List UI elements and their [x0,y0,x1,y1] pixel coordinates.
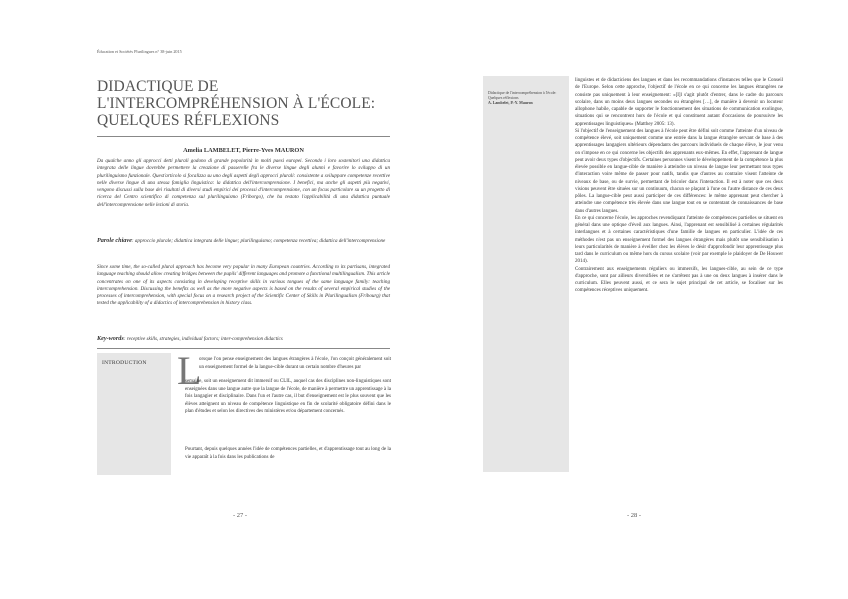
intro-opening: orsque l'on pense enseignement des langues étrangères à l'école, l'on conçoit généralement soit un enseignement formel de la langue-cible durant un certain nombre d'heures par [199,357,391,370]
keywords-italian [97,237,390,245]
abstract-english: Since some time, the so-called plural approach has become very popular in many European countries. According to its partisans, integrated language teaching should allow creating bridges between the pupils' different languages and promote a functional multilingualism. This article concentrates on one of its aspects consisting in developing receptive skills in various tongues of the same language family: teaching intercomprehension. Discussing the benefits as well as the more negative aspects is based on the results of several empirical studies of the processes of intercomprehension, with special focus on a research project of the Scientific Center of Skills in Plurilingualism (Fribourg) that tested the applicability of a didactics of intercomprehension in history class. [97,264,390,307]
side-title: Didactique de l'intercompréhension à l'école: Quelques réflexions [488,91,557,100]
intro-paragraph-2: Pourtant, depuis quelques années l'idée de compétences partielles, et d'apprentissage tout au long de la vie apparaît à la fois dans les publications de [185,447,391,460]
abstract-italian: Da qualche anno gli approcci detti plurali godono di grande popolarità in molti paesi europei. Secondo i loro sostenitori una didattica integrata delle lingue dovrebbe permettere la creazione di passerelle fra le diverse lingue degli alunni e favorire lo sviluppo di un plurilinguismo funzionale. Quest'articolo si focalizza su uno degli aspetti degli approcci plurali: consistente a sviluppare competenze recettive nelle diverse lingue di una stessa famiglia linguistica: la didattica dell'intercomprensione. I benefici, ma anche gli aspetti più negativi, vengono discussi sulla base dei risultati di diversi studi empirici dei processi d'intercomprensione, con un focus particolare su un progetto di ricerca del Centro scientifico di competenza sul plurilinguismo (Friborgo), che ha testato l'applicabilità di una didattica puntuale dell'intercomprensione nelle lezioni di storia. [97,158,390,208]
section-heading: INTRODUCTION [102,360,147,366]
side-authors: A. Lambelet, P.-Y. Mauron [488,101,533,105]
authors: Amelia LAMBELET, Pierre-Yves MAURON [183,147,304,154]
keywords-it-text: : approccio plurale; didattica integrata delle lingue; plurilinguismo; competenza recettiva; didattica dell'intercomprensione [131,238,386,244]
body-paragraph-2: Si l'objectif de l'enseignement des langues à l'école peut être défini soit comme l'atteinte d'un niveau de compétence élevé, soit uniquement comme une entrée dans la langue étrangère servant de base à des apprentissages langagiers ultérieurs dépendants des parcours individuels de chaque élève, le jour venu on s'impose en ce qui concerne les objectifs des apprenants eux-mêmes. En effet, l'apprenant de langue peut avoir deux types d'objectifs. Certaines personnes visent le développement de la compétence la plus élevée possible en langue-cible de manière à atteindre un niveau de langue leur permettant tous types d'interaction voire même de passer pour natifs, tandis que d'autres au contraire visent l'atteinte de niveaux de base, ou de survie, permettant de bricoler dans l'interaction. Il est à noter que ces deux visions peuvent être situées sur un continuum, chacun se plaçant à l'une ou l'autre distance de ces deux pôles. La langue-cible peut aussi participer de ces différences: le même apprenant peut chercher à atteindre une compétence très élevée dans une langue tout en se contentant de connaissances de base dans d'autres langues. [575,128,783,214]
side-panel [483,76,569,472]
section-rule [97,348,390,349]
right-page [424,0,848,599]
running-header: Éducation et Sociétés Plurilingues n° 38-juin 2015 [97,49,182,54]
drop-cap: L [177,348,202,393]
right-body-text [575,77,783,295]
body-paragraph-4: Contrairement aux enseignements réguliers ou immersifs, les langues-cible, au sein de ce type d'approche, sont par ailleurs diversifiées et ne s'arrêtent pas à une ou deux langues à insérer dans le curriculum. Elles peuvent aussi, et ce sera le sujet principal de cet article, se focaliser sur les compétences réceptives uniquement. [575,266,783,294]
intro-paragraph: semaine, soit un enseignement dit immersif ou CLIL, auquel cas des disciplines non-linguistiques sont enseignées dans une langue autre que la langue de l'école, de manière à permettre un apprentissage à la fois langagier et disciplinaire. Dans l'un et l'autre cas, il but d'enseignement est le plus souvent que les élèves atteignent un niveau de compétence linguistique en fin de scolarité obligatoire défini dans le plan d'études et selon les directives des ministères et/ou département concernés. [185,379,391,414]
keywords-en-label: Key-words [97,335,124,342]
keywords-it-label: Parole chiave [97,237,132,244]
page-number-left: - 27 - [233,512,248,519]
side-running-title [488,91,566,106]
page-number-right: - 28 - [627,512,642,519]
body-paragraph-1: linguistes et de didacticiens des langues et dans les recommandations d'instances telles que le Conseil de l'Europe. Selon cette approche, l'objectif de l'école en ce qui concerne les langues étrangères ne consiste pas uniquement à leur enseignement: «[I]l s'agit plutôt d'entrer, dans le cadre du parcours scolaire, dans un moins deux langues secondes ou étrangères […], de manière à devenir un locuteur allophone habile, capable de supporter le fonctionnement des situations de communication exolingue, situations qui se rencontrent hors de l'école et qui constituent autant d'occasions de poursuivre les apprentissages linguistiques» (Matthey 2005: 13). [575,78,783,127]
title-rule [97,136,390,137]
keywords-english [97,335,390,343]
body-paragraph-3: En ce qui concerne l'école, les approches revendiquant l'atteinte de compétences partielles se situent en général dans une optique d'éveil aux langues. Ainsi, l'apprenant est sensibilisé à certaines régularités interlangues et à certaines caractéristiques d'une famille de langues en particulier. L'idée de ces méthodes n'est pas un enseignement formel des langues étrangères mais plutôt une sensibilisation à leurs particularités de manière à éveiller chez les élèves le désir d'approfondir leur apprentissage plus tard dans le curriculum ou même hors du cursus scolaire (voir par exemple le plaidoyer de De Houwer 2014). [575,215,783,265]
keywords-en-text: : receptive skills, strategies, individual factors; inter-comprehension didactics [123,336,283,342]
article-title: DIDACTIQUE DE L'INTERCOMPRÉHENSION À L'ÉCOLE: QUELQUES RÉFLEXIONS [97,78,376,129]
section-sidebar [97,353,171,475]
